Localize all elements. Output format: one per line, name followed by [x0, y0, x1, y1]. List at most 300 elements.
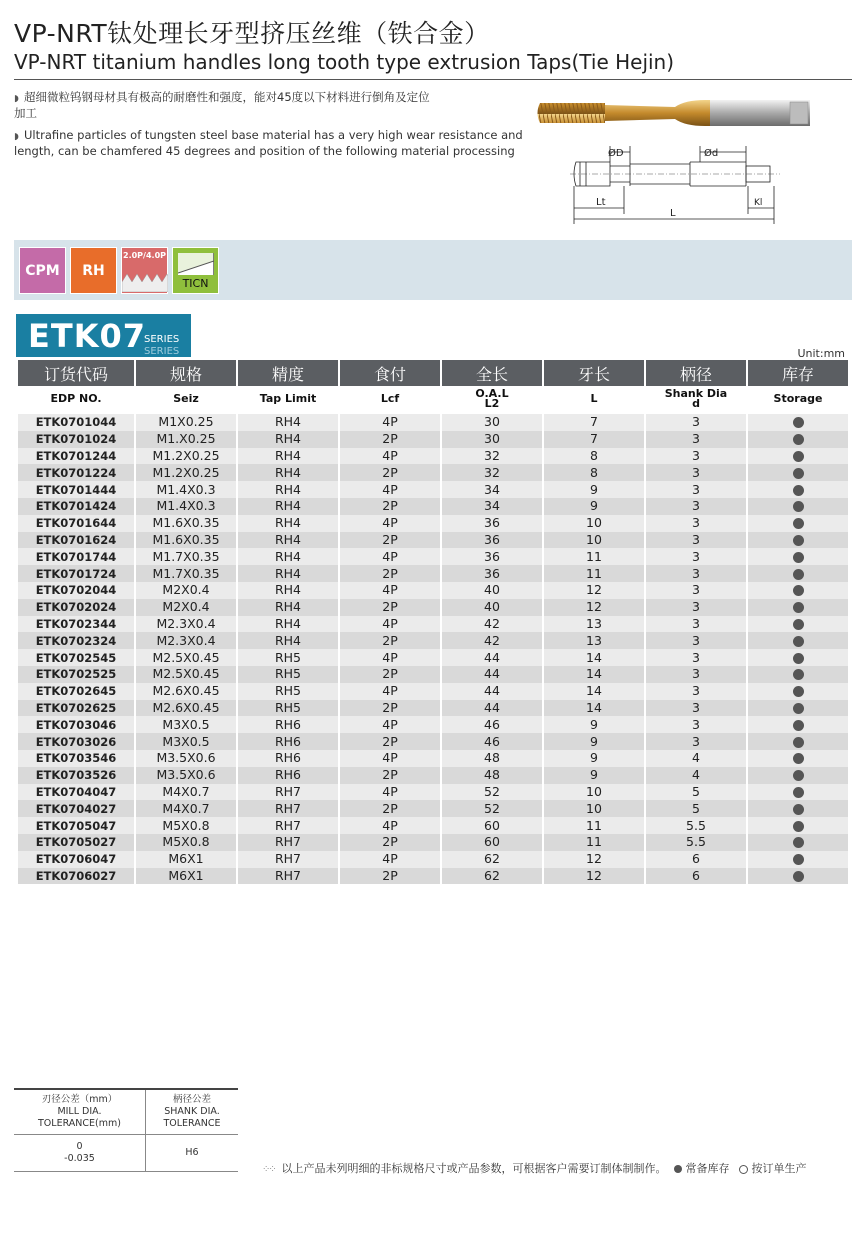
tap-limit-cell: RH7: [238, 784, 338, 801]
in-stock-dot-icon: [793, 518, 804, 529]
lcf-cell: 4P: [340, 548, 440, 565]
tap-limit-cell: RH4: [238, 632, 338, 649]
col-header-en: Tap Limit: [238, 386, 338, 414]
edp-no-cell: ETK0703026: [18, 733, 134, 750]
edp-no-cell: ETK0706027: [18, 868, 134, 885]
size-cell: M4X0.7: [136, 800, 236, 817]
in-stock-dot-icon: [793, 804, 804, 815]
col-header-en: O.A.L L2: [442, 386, 542, 414]
table-row: [18, 464, 848, 481]
shank-dia-cell: 3: [646, 464, 746, 481]
lcf-cell: 2P: [340, 532, 440, 549]
in-stock-dot-icon: [793, 703, 804, 714]
thread-length-cell: 9: [544, 733, 644, 750]
size-cell: M2X0.4: [136, 582, 236, 599]
size-cell: M5X0.8: [136, 834, 236, 851]
tap-limit-cell: RH4: [238, 498, 338, 515]
size-cell: M1.2X0.25: [136, 464, 236, 481]
shank-dia-cell: 3: [646, 548, 746, 565]
lcf-cell: 4P: [340, 649, 440, 666]
shank-dia-cell: 3: [646, 532, 746, 549]
size-cell: M5X0.8: [136, 817, 236, 834]
storage-cell: [748, 464, 848, 481]
oal-cell: 32: [442, 448, 542, 465]
oal-cell: 42: [442, 632, 542, 649]
header-row-en: [18, 386, 848, 414]
bullet-icon: ◗: [14, 132, 19, 142]
footnote: [262, 1160, 807, 1176]
size-cell: M1.7X0.35: [136, 565, 236, 582]
size-cell: M2.5X0.45: [136, 649, 236, 666]
oal-cell: 60: [442, 817, 542, 834]
mill-dia-header-en1: MILL DIA.: [57, 1106, 102, 1117]
thread-length-cell: 14: [544, 649, 644, 666]
in-stock-dot-icon: [793, 821, 804, 832]
lcf-cell: 4P: [340, 582, 440, 599]
edp-no-cell: ETK0702545: [18, 649, 134, 666]
oal-cell: 40: [442, 599, 542, 616]
tap-limit-cell: RH4: [238, 599, 338, 616]
size-cell: M1.4X0.3: [136, 481, 236, 498]
storage-cell: [748, 834, 848, 851]
shank-dia-cell: 3: [646, 481, 746, 498]
description-cn: [14, 90, 524, 120]
oal-cell: 44: [442, 649, 542, 666]
spec-table: [16, 360, 850, 884]
lcf-cell: 2P: [340, 767, 440, 784]
edp-no-cell: ETK0701744: [18, 548, 134, 565]
table-row: [18, 448, 848, 465]
header-row-cn: [18, 360, 848, 386]
label-dia-d: Ød: [704, 148, 719, 159]
size-cell: M1.6X0.35: [136, 515, 236, 532]
size-cell: M1X0.25: [136, 414, 236, 431]
in-stock-dot-icon: [793, 552, 804, 563]
shank-dia-cell: 3: [646, 565, 746, 582]
edp-no-cell: ETK0703046: [18, 716, 134, 733]
shank-dia-cell: 3: [646, 414, 746, 431]
thread-length-cell: 11: [544, 834, 644, 851]
footnote-text: 以上产品未列明细的非标规格尺寸或产品参数，可根据客户需要订制体制制作。: [281, 1162, 667, 1175]
coating-icon: [178, 253, 214, 275]
in-stock-dot-icon: [793, 585, 804, 596]
shank-dia-header-en2: TOLERANCE: [163, 1118, 221, 1129]
tap-limit-cell: RH7: [238, 800, 338, 817]
tap-limit-cell: RH4: [238, 548, 338, 565]
feature-badge-band: [14, 240, 852, 300]
lcf-cell: 4P: [340, 448, 440, 465]
shank-dia-header-en1: SHANK DIA.: [164, 1106, 220, 1117]
shank-dia-cell: 3: [646, 431, 746, 448]
edp-no-cell: ETK0702645: [18, 683, 134, 700]
in-stock-dot-icon: [793, 569, 804, 580]
table-row: [18, 532, 848, 549]
edp-no-cell: ETK0705027: [18, 834, 134, 851]
lcf-cell: 2P: [340, 464, 440, 481]
in-stock-dot-icon: [793, 535, 804, 546]
tap-limit-cell: RH4: [238, 565, 338, 582]
table-row: [18, 767, 848, 784]
table-row: [18, 481, 848, 498]
shank-dia-cell: 3: [646, 582, 746, 599]
tap-limit-cell: RH5: [238, 683, 338, 700]
edp-no-cell: ETK0706047: [18, 851, 134, 868]
table-row: [18, 733, 848, 750]
in-stock-dot-icon: [793, 653, 804, 664]
shank-dia-cell: 5: [646, 784, 746, 801]
thread-length-cell: 9: [544, 498, 644, 515]
size-cell: M3.5X0.6: [136, 767, 236, 784]
shank-dia-cell: 4: [646, 750, 746, 767]
tap-limit-cell: RH5: [238, 666, 338, 683]
tap-limit-cell: RH7: [238, 868, 338, 885]
table-row: [18, 548, 848, 565]
storage-cell: [748, 431, 848, 448]
col-header-en: L: [544, 386, 644, 414]
tap-limit-cell: RH6: [238, 716, 338, 733]
tap-limit-cell: RH4: [238, 481, 338, 498]
thread-length-cell: 12: [544, 851, 644, 868]
oal-cell: 62: [442, 868, 542, 885]
table-row: [18, 868, 848, 885]
oal-cell: 32: [442, 464, 542, 481]
series-label: SERIES: [144, 334, 180, 345]
oal-cell: 42: [442, 616, 542, 633]
storage-cell: [748, 548, 848, 565]
tap-limit-cell: RH4: [238, 414, 338, 431]
footnote-stock: 常备库存: [685, 1162, 730, 1175]
edp-no-cell: ETK0701724: [18, 565, 134, 582]
tap-limit-cell: RH4: [238, 515, 338, 532]
edp-no-cell: ETK0702344: [18, 616, 134, 633]
edp-no-cell: ETK0702625: [18, 700, 134, 717]
oal-cell: 44: [442, 666, 542, 683]
size-cell: M6X1: [136, 851, 236, 868]
oal-cell: 36: [442, 532, 542, 549]
storage-cell: [748, 498, 848, 515]
storage-cell: [748, 700, 848, 717]
edp-no-cell: ETK0701044: [18, 414, 134, 431]
col-header-cn: 柄径: [646, 360, 746, 386]
thread-length-cell: 12: [544, 582, 644, 599]
mill-dia-upper: 0: [76, 1141, 83, 1152]
oal-cell: 48: [442, 750, 542, 767]
size-cell: M2.6X0.45: [136, 683, 236, 700]
lcf-cell: 4P: [340, 414, 440, 431]
storage-cell: [748, 666, 848, 683]
table-row: [18, 817, 848, 834]
shank-dia-cell: 5: [646, 800, 746, 817]
edp-no-cell: ETK0704047: [18, 784, 134, 801]
storage-cell: [748, 448, 848, 465]
badge-cpm: CPM: [19, 247, 66, 294]
size-cell: M1.X0.25: [136, 431, 236, 448]
lcf-cell: 4P: [340, 817, 440, 834]
edp-no-cell: ETK0702044: [18, 582, 134, 599]
stock-dot-icon: [674, 1165, 682, 1173]
footnote-order: 按订单生产: [751, 1162, 807, 1175]
lcf-cell: 4P: [340, 616, 440, 633]
lcf-cell: 4P: [340, 683, 440, 700]
edp-no-cell: ETK0701424: [18, 498, 134, 515]
thread-length-cell: 12: [544, 868, 644, 885]
in-stock-dot-icon: [793, 686, 804, 697]
edp-no-cell: ETK0703526: [18, 767, 134, 784]
oal-cell: 36: [442, 565, 542, 582]
storage-cell: [748, 868, 848, 885]
oal-cell: 52: [442, 784, 542, 801]
size-cell: M2.6X0.45: [136, 700, 236, 717]
description-en: [14, 128, 529, 158]
series-name: ETK07: [28, 317, 147, 355]
thread-length-cell: 10: [544, 515, 644, 532]
table-row: [18, 834, 848, 851]
thread-length-cell: 14: [544, 700, 644, 717]
in-stock-dot-icon: [793, 753, 804, 764]
storage-cell: [748, 599, 848, 616]
table-row: [18, 431, 848, 448]
lcf-cell: 4P: [340, 515, 440, 532]
mill-dia-header-cn: 刃径公差（mm）: [41, 1094, 118, 1105]
edp-no-cell: ETK0701644: [18, 515, 134, 532]
oal-cell: 44: [442, 683, 542, 700]
tap-limit-cell: RH5: [238, 700, 338, 717]
size-cell: M6X1: [136, 868, 236, 885]
edp-no-cell: ETK0702324: [18, 632, 134, 649]
in-stock-dot-icon: [793, 619, 804, 630]
size-cell: M3X0.5: [136, 733, 236, 750]
oal-cell: 60: [442, 834, 542, 851]
tap-limit-cell: RH6: [238, 767, 338, 784]
table-row: [18, 632, 848, 649]
storage-cell: [748, 515, 848, 532]
thread-length-cell: 7: [544, 414, 644, 431]
lcf-cell: 2P: [340, 431, 440, 448]
thread-length-cell: 13: [544, 632, 644, 649]
storage-cell: [748, 649, 848, 666]
size-cell: M2.3X0.4: [136, 616, 236, 633]
oal-cell: 36: [442, 515, 542, 532]
tolerance-table: [14, 1088, 238, 1172]
in-stock-dot-icon: [793, 636, 804, 647]
col-header-cn: 库存: [748, 360, 848, 386]
oal-cell: 40: [442, 582, 542, 599]
shank-dia-cell: 6: [646, 868, 746, 885]
shank-dia-cell: 3: [646, 733, 746, 750]
size-cell: M1.7X0.35: [136, 548, 236, 565]
thread-length-cell: 9: [544, 767, 644, 784]
oal-cell: 62: [442, 851, 542, 868]
in-stock-dot-icon: [793, 434, 804, 445]
in-stock-dot-icon: [793, 787, 804, 798]
storage-cell: [748, 532, 848, 549]
title-divider: [14, 79, 852, 80]
table-row: [18, 700, 848, 717]
table-row: [18, 599, 848, 616]
series-label-reflection: SERIES: [144, 346, 180, 357]
page-title-cn: VP-NRT钛处理长牙型挤压丝维（铁合金）: [14, 19, 490, 48]
thread-length-cell: 10: [544, 784, 644, 801]
storage-cell: [748, 784, 848, 801]
col-header-en: Storage: [748, 386, 848, 414]
thread-length-cell: 8: [544, 448, 644, 465]
table-row: [18, 565, 848, 582]
shank-dia-cell: 3: [646, 498, 746, 515]
oal-cell: 36: [442, 548, 542, 565]
thread-profile-icon: [122, 270, 168, 292]
table-row: [18, 414, 848, 431]
table-row: [18, 616, 848, 633]
col-header-en: Shank Dia d: [646, 386, 746, 414]
thread-length-cell: 10: [544, 800, 644, 817]
shank-dia-cell: 3: [646, 700, 746, 717]
badge-pitch: [121, 247, 168, 294]
size-cell: M1.6X0.35: [136, 532, 236, 549]
table-row: [18, 851, 848, 868]
label-Lt: Lt: [596, 197, 606, 208]
storage-cell: [748, 716, 848, 733]
edp-no-cell: ETK0701244: [18, 448, 134, 465]
table-row: [18, 515, 848, 532]
tap-limit-cell: RH4: [238, 532, 338, 549]
in-stock-dot-icon: [793, 854, 804, 865]
thread-length-cell: 9: [544, 750, 644, 767]
shank-dia-cell: 3: [646, 616, 746, 633]
in-stock-dot-icon: [793, 468, 804, 479]
edp-no-cell: ETK0701624: [18, 532, 134, 549]
thread-length-cell: 7: [544, 431, 644, 448]
col-header-en: EDP NO.: [18, 386, 134, 414]
tap-limit-cell: RH4: [238, 431, 338, 448]
shank-dia-cell: 3: [646, 632, 746, 649]
label-Kl: Kl: [754, 198, 763, 208]
lcf-cell: 2P: [340, 700, 440, 717]
col-header-cn: 精度: [238, 360, 338, 386]
in-stock-dot-icon: [793, 501, 804, 512]
description-cn-line1: 超细微粒钨钢母材具有极高的耐磨性和强度，能对45度以下材料进行倒角及定位: [24, 90, 430, 104]
col-header-en: Lcf: [340, 386, 440, 414]
shank-dia-cell: 3: [646, 515, 746, 532]
lcf-cell: 4P: [340, 750, 440, 767]
col-header-cn: 食付: [340, 360, 440, 386]
mill-dia-tolerance-value: [14, 1135, 145, 1172]
thread-length-cell: 8: [544, 464, 644, 481]
tap-tool-image: [535, 94, 815, 134]
lcf-cell: 2P: [340, 733, 440, 750]
description-en-text: Ultrafine particles of tungsten steel base material has a very high wear resistance and length, can be chamfered 45 degrees and position of the following material processing: [14, 128, 523, 158]
thread-length-cell: 14: [544, 683, 644, 700]
table-row: [18, 750, 848, 767]
in-stock-dot-icon: [793, 451, 804, 462]
col-header-cn: 订货代码: [18, 360, 134, 386]
lcf-cell: 4P: [340, 716, 440, 733]
in-stock-dot-icon: [793, 720, 804, 731]
tap-limit-cell: RH4: [238, 464, 338, 481]
shank-dia-cell: 6: [646, 851, 746, 868]
bullet-icon: ◗: [14, 94, 19, 104]
table-row: [18, 498, 848, 515]
shank-dia-cell: 4: [646, 767, 746, 784]
storage-cell: [748, 481, 848, 498]
tap-limit-cell: RH6: [238, 733, 338, 750]
lcf-cell: 2P: [340, 868, 440, 885]
oal-cell: 46: [442, 716, 542, 733]
storage-cell: [748, 632, 848, 649]
col-header-en: Seiz: [136, 386, 236, 414]
shank-dia-cell: 5.5: [646, 834, 746, 851]
size-cell: M2.5X0.45: [136, 666, 236, 683]
table-row: [18, 683, 848, 700]
thread-length-cell: 10: [544, 532, 644, 549]
col-header-cn: 规格: [136, 360, 236, 386]
col-header-cn: 牙长: [544, 360, 644, 386]
in-stock-dot-icon: [793, 417, 804, 428]
edp-no-cell: ETK0703546: [18, 750, 134, 767]
thread-length-cell: 9: [544, 716, 644, 733]
table-row: [18, 582, 848, 599]
in-stock-dot-icon: [793, 602, 804, 613]
label-dia-D: ØD: [608, 148, 624, 159]
col-header-cn: 全长: [442, 360, 542, 386]
storage-cell: [748, 733, 848, 750]
storage-cell: [748, 750, 848, 767]
size-cell: M3X0.5: [136, 716, 236, 733]
mill-dia-header-en2: TOLERANCE(mm): [38, 1118, 121, 1129]
lcf-cell: 4P: [340, 784, 440, 801]
mill-dia-lower: -0.035: [64, 1153, 95, 1164]
label-L: L: [670, 208, 676, 219]
shank-dia-cell: 5.5: [646, 817, 746, 834]
dimension-drawing: [570, 144, 780, 229]
thread-length-cell: 9: [544, 481, 644, 498]
edp-no-cell: ETK0704027: [18, 800, 134, 817]
storage-cell: [748, 616, 848, 633]
shank-dia-cell: 3: [646, 448, 746, 465]
lcf-cell: 2P: [340, 800, 440, 817]
oal-cell: 44: [442, 700, 542, 717]
tap-limit-cell: RH4: [238, 448, 338, 465]
edp-no-cell: ETK0701024: [18, 431, 134, 448]
thread-length-cell: 11: [544, 565, 644, 582]
badge-ticn: [172, 247, 219, 294]
edp-no-cell: ETK0702024: [18, 599, 134, 616]
lcf-cell: 2P: [340, 498, 440, 515]
lcf-cell: 2P: [340, 834, 440, 851]
thread-length-cell: 13: [544, 616, 644, 633]
order-ring-icon: [739, 1165, 748, 1174]
edp-no-cell: ETK0701224: [18, 464, 134, 481]
shank-dia-header-cn: 柄径公差: [172, 1094, 211, 1105]
tap-limit-cell: RH7: [238, 817, 338, 834]
tap-limit-cell: RH7: [238, 851, 338, 868]
storage-cell: [748, 414, 848, 431]
size-cell: M2.3X0.4: [136, 632, 236, 649]
mill-dia-tolerance-header: [14, 1089, 145, 1135]
oal-cell: 30: [442, 414, 542, 431]
shank-dia-cell: 3: [646, 716, 746, 733]
tap-limit-cell: RH5: [238, 649, 338, 666]
unit-label: Unit:mm: [797, 347, 845, 360]
table-row: [18, 666, 848, 683]
lcf-cell: 4P: [340, 481, 440, 498]
in-stock-dot-icon: [793, 485, 804, 496]
badge-rh: RH: [70, 247, 117, 294]
oal-cell: 30: [442, 431, 542, 448]
storage-cell: [748, 582, 848, 599]
description-cn-line2: 加工: [14, 106, 37, 120]
in-stock-dot-icon: [793, 837, 804, 848]
storage-cell: [748, 565, 848, 582]
